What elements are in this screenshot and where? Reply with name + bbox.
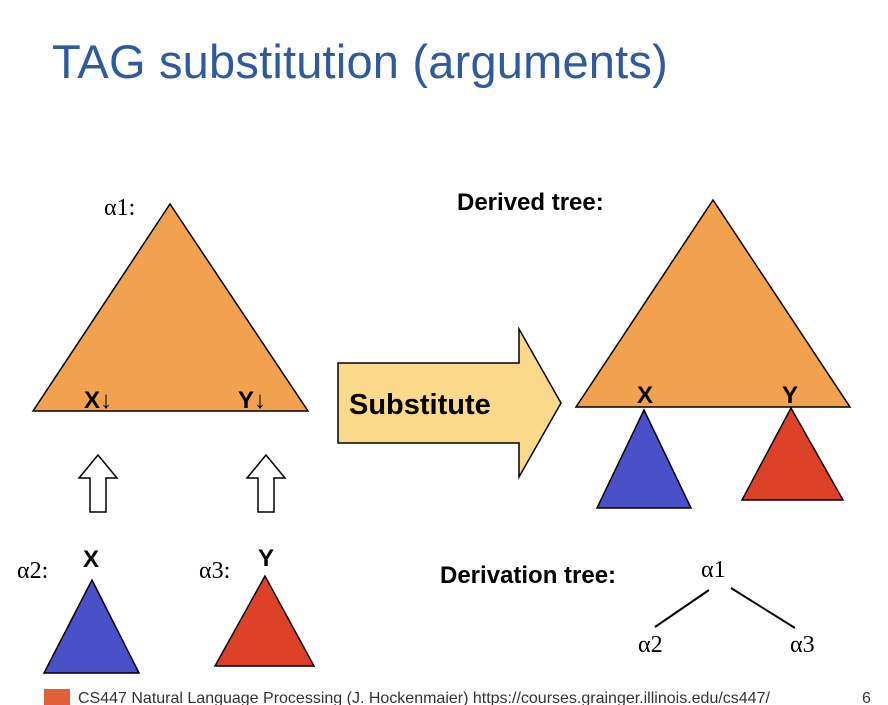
page-number: 6: [862, 690, 871, 705]
derivation-child-alpha3: α3: [790, 632, 815, 658]
derivation-edge: [655, 590, 709, 627]
alpha2-label: α2:: [17, 558, 49, 584]
university-logo-icon: [44, 689, 70, 705]
footer-course-text: CS447 Natural Language Processing (J. Hockenmaier) https://courses.grainger.illinois.edu/cs447/: [78, 690, 770, 705]
derived-node-x: X: [637, 382, 654, 409]
derived-subtree-y-triangle: [742, 408, 843, 500]
substitute-label: Substitute: [349, 389, 491, 421]
alpha1-substitution-node-y: Y↓: [238, 387, 267, 414]
up-arrow-icon: [79, 455, 117, 512]
slide-footer: [44, 688, 888, 705]
derivation-tree-heading: Derivation tree:: [440, 562, 617, 589]
alpha3-tree-triangle: [215, 576, 314, 666]
derived-subtree-x-triangle: [597, 410, 691, 508]
alpha1-tree-triangle: [33, 204, 308, 411]
derived-node-y: Y: [782, 382, 799, 409]
slide-title: TAG substitution (arguments): [52, 35, 668, 88]
derived-tree-triangle: [576, 200, 850, 407]
alpha2-root-x: X: [83, 546, 100, 573]
derived-tree-heading: Derived tree:: [457, 189, 604, 216]
alpha2-tree-triangle: [44, 580, 139, 673]
derivation-edge: [731, 588, 795, 628]
alpha1-label: α1:: [104, 195, 136, 221]
derivation-root-alpha1: α1: [701, 557, 726, 583]
alpha1-substitution-node-x: X↓: [84, 387, 113, 414]
alpha3-root-y: Y: [258, 545, 275, 572]
derivation-child-alpha2: α2: [638, 632, 663, 658]
up-arrow-icon: [247, 455, 285, 512]
alpha3-label: α3:: [199, 558, 231, 584]
